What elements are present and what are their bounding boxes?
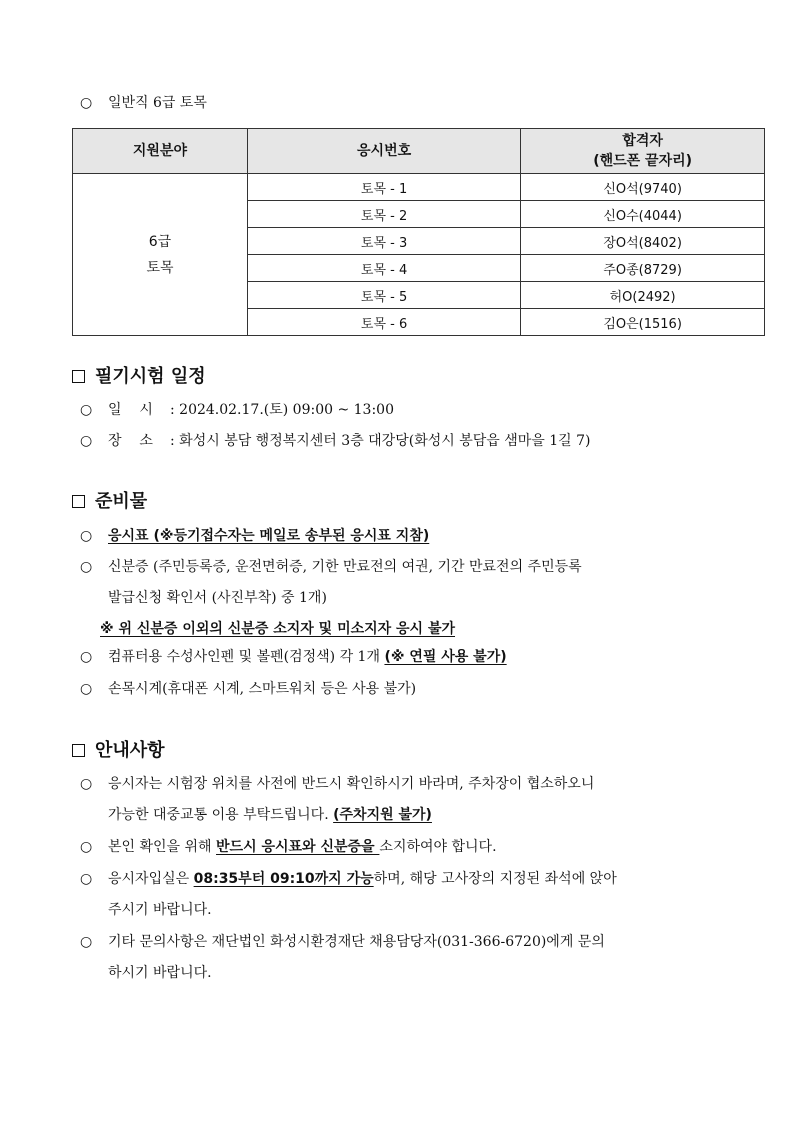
notice-heading bbox=[72, 740, 165, 762]
date-value: : 2024.02.17.(토) 09:00 ~ 13:00 bbox=[170, 402, 394, 418]
notice-heading-text: 안내사항 bbox=[95, 740, 165, 761]
notice-item1-bold: (주차지원 불가) bbox=[333, 807, 432, 823]
supplies-item1-text: 응시표 (※등기접수자는 메일로 송부된 응시표 지참) bbox=[108, 528, 430, 544]
exam-no-cell: 토목 - 6 bbox=[247, 309, 520, 336]
header-passer bbox=[521, 129, 765, 174]
field-line2: 토목 bbox=[146, 259, 174, 276]
checkbox-square-icon bbox=[72, 370, 85, 383]
notice-item3-post: 하며, 해당 고사장의 지정된 좌석에 앉아 bbox=[373, 871, 617, 887]
passer-cell: 김O은(1516) bbox=[521, 309, 765, 336]
notice-item2-bold: 반드시 응시표와 신분증을 bbox=[216, 839, 380, 855]
schedule-heading-text: 필기시험 일정 bbox=[95, 366, 206, 387]
table-row bbox=[73, 174, 765, 201]
intro-text: 일반직 6급 토목 bbox=[108, 95, 207, 111]
field-cell bbox=[73, 174, 248, 336]
exam-no-cell: 토목 - 4 bbox=[247, 255, 520, 282]
circle-bullet-icon: ○ bbox=[80, 776, 93, 792]
circle-bullet-icon: ○ bbox=[80, 95, 93, 111]
supplies-item2-line2: 발급신청 확인서 (사진부착) 중 1개) bbox=[108, 590, 327, 606]
notice-item1-line2-plain: 가능한 대중교통 이용 부탁드립니다. bbox=[108, 807, 334, 823]
notice-item2-pre: 본인 확인을 위해 bbox=[108, 839, 217, 855]
supplies-item4-text: 손목시계(휴대폰 시계, 스마트워치 등은 사용 불가) bbox=[108, 681, 417, 697]
circle-bullet-icon: ○ bbox=[80, 681, 93, 697]
passer-cell: 장O석(8402) bbox=[521, 228, 765, 255]
notice-item3-text bbox=[108, 870, 617, 888]
supplies-item3-text bbox=[108, 648, 507, 666]
field-line1: 6급 bbox=[148, 233, 172, 250]
supplies-item2-line1: 신분증 (주민등록증, 운전면허증, 기한 만료전의 여권, 기간 만료전의 주민등록 bbox=[108, 559, 582, 575]
table-header-row bbox=[73, 129, 765, 174]
circle-bullet-icon: ○ bbox=[80, 649, 93, 665]
exam-no-cell: 토목 - 1 bbox=[247, 174, 520, 201]
supplies-warning: ※ 위 신분증 이외의 신분증 소지자 및 미소지자 응시 불가 bbox=[100, 621, 456, 637]
notice-item1-line2 bbox=[108, 806, 432, 824]
circle-bullet-icon: ○ bbox=[80, 528, 93, 544]
circle-bullet-icon: ○ bbox=[80, 433, 93, 449]
supplies-item3-plain: 컴퓨터용 수성사인펜 및 볼펜(검정색) 각 1개 bbox=[108, 649, 385, 665]
exam-no-cell: 토목 - 3 bbox=[247, 228, 520, 255]
circle-bullet-icon: ○ bbox=[80, 934, 93, 950]
notice-item1-line1: 응시자는 시험장 위치를 사전에 반드시 확인하시기 바라며, 주차장이 협소하오니 bbox=[108, 776, 595, 792]
passer-cell: 신O수(4044) bbox=[521, 201, 765, 228]
results-table bbox=[72, 128, 765, 336]
notice-item3-line2: 주시기 바랍니다. bbox=[108, 902, 212, 918]
passer-cell: 신O석(9740) bbox=[521, 174, 765, 201]
checkbox-square-icon bbox=[72, 744, 85, 757]
passer-cell: 허O(2492) bbox=[521, 282, 765, 309]
circle-bullet-icon: ○ bbox=[80, 839, 93, 855]
notice-item3-bold: 08:35부터 09:10까지 가능 bbox=[193, 871, 374, 887]
supplies-heading-text: 준비물 bbox=[95, 491, 148, 512]
notice-item2-text bbox=[108, 838, 497, 856]
circle-bullet-icon: ○ bbox=[80, 402, 93, 418]
notice-item4-line1: 기타 문의사항은 재단법인 화성시환경재단 채용담당자(031-366-6720)에게 문의 bbox=[108, 934, 605, 950]
supplies-item3-bold: (※ 연필 사용 불가) bbox=[384, 649, 507, 665]
header-passer-line1: 합격자 bbox=[622, 133, 663, 149]
passer-cell: 주O종(8729) bbox=[521, 255, 765, 282]
header-exam-no: 응시번호 bbox=[247, 129, 520, 174]
schedule-heading bbox=[72, 366, 206, 388]
header-field: 지원분야 bbox=[73, 129, 248, 174]
checkbox-square-icon bbox=[72, 495, 85, 508]
exam-no-cell: 토목 - 2 bbox=[247, 201, 520, 228]
place-label: 장 소 bbox=[108, 433, 153, 449]
notice-item3-pre: 응시자입실은 bbox=[108, 871, 194, 887]
header-passer-line2: (핸드폰 끝자리) bbox=[593, 153, 693, 169]
circle-bullet-icon: ○ bbox=[80, 871, 93, 887]
notice-item2-post: 소지하여야 합니다. bbox=[379, 839, 497, 855]
notice-item4-line2: 하시기 바랍니다. bbox=[108, 965, 212, 981]
place-value: : 화성시 봉담 행정복지센터 3층 대강당(화성시 봉담읍 샘마을 1길 7) bbox=[170, 433, 591, 449]
exam-no-cell: 토목 - 5 bbox=[247, 282, 520, 309]
date-label: 일 시 bbox=[108, 402, 153, 418]
circle-bullet-icon: ○ bbox=[80, 559, 93, 575]
supplies-heading bbox=[72, 491, 147, 513]
